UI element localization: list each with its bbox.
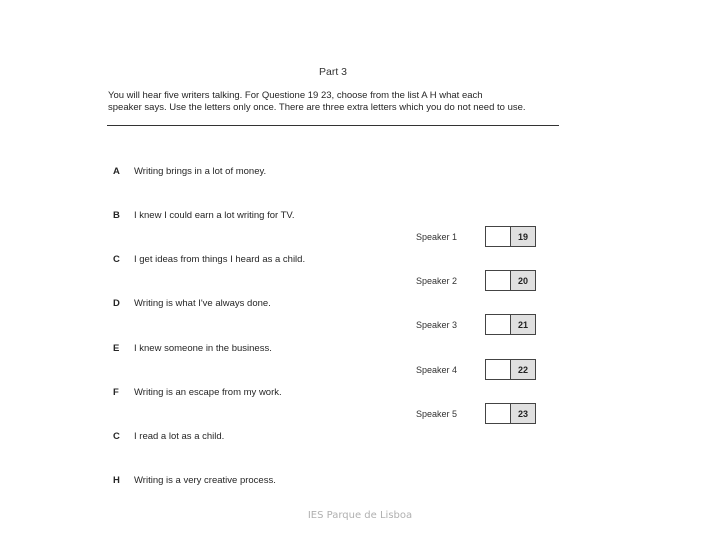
option-text: I read a lot as a child. [134, 431, 225, 442]
instruction-line: speaker says. Use the letters only once. There are three extra letters which you do not need to use. [108, 102, 526, 113]
speaker-label: Speaker 5 [416, 409, 458, 419]
question-number: 19 [511, 227, 535, 246]
option-letter: A [113, 166, 120, 177]
option-text: I knew someone in the business. [134, 343, 272, 354]
question-number: 20 [511, 271, 535, 290]
answer-box [485, 403, 536, 424]
option-text: I knew I could earn a lot writing for TV. [134, 210, 295, 221]
answer-input-cell[interactable] [486, 271, 511, 290]
option-text: Writing is what I've always done. [134, 298, 271, 309]
page-title: Part 3 [318, 66, 347, 78]
option-letter: E [113, 343, 120, 354]
option-letter: F [113, 387, 119, 398]
speaker-label: Speaker 2 [416, 276, 458, 286]
option-text: Writing is an escape from my work. [134, 387, 282, 398]
speaker-label: Speaker 3 [416, 320, 458, 330]
answer-box [485, 270, 536, 291]
option-text: I get ideas from things I heard as a child. [134, 254, 306, 265]
instructions [108, 90, 564, 114]
divider [107, 125, 559, 126]
answer-input-cell[interactable] [486, 360, 511, 379]
option-letter: B [113, 210, 120, 221]
answer-input-cell[interactable] [486, 227, 511, 246]
option-text: Writing is a very creative process. [134, 475, 276, 486]
question-number: 22 [511, 360, 535, 379]
speaker-label: Speaker 4 [416, 365, 458, 375]
answer-box [485, 359, 536, 380]
answer-box [485, 314, 536, 335]
option-text: Writing brings in a lot of money. [134, 166, 267, 177]
question-number: 23 [511, 404, 535, 423]
answer-input-cell[interactable] [486, 404, 511, 423]
instruction-line: You will hear five writers talking. For Questione 19 23, choose from the list A H what each [108, 90, 483, 101]
option-letter: C [113, 431, 120, 442]
option-letter: C [113, 254, 120, 265]
footer-text: IES Parque de Lisboa [307, 510, 413, 521]
answer-box [485, 226, 536, 247]
option-letter: H [113, 475, 120, 486]
question-number: 21 [511, 315, 535, 334]
answer-input-cell[interactable] [486, 315, 511, 334]
speaker-label: Speaker 1 [416, 232, 458, 242]
option-letter: D [113, 298, 120, 309]
